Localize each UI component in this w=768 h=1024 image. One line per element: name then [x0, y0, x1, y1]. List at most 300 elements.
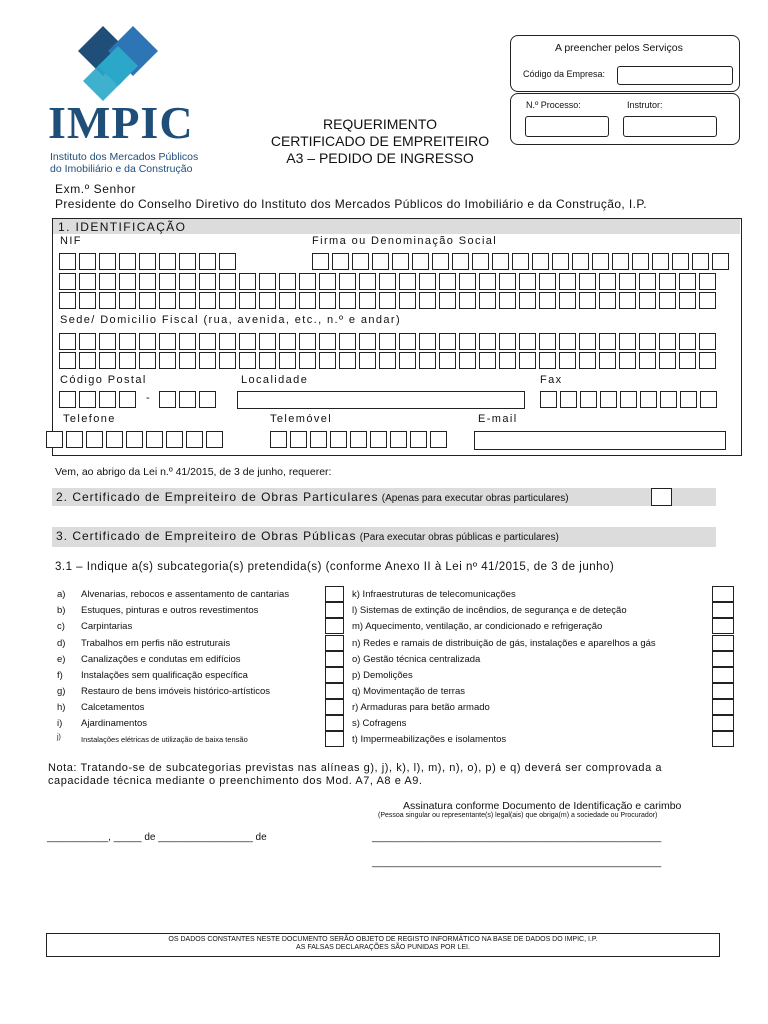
input-cell[interactable] — [519, 333, 536, 350]
input-cell[interactable] — [632, 253, 649, 270]
input-cell[interactable] — [539, 292, 556, 309]
mobile-cells[interactable] — [270, 431, 450, 448]
input-cell[interactable] — [592, 253, 609, 270]
input-cell[interactable] — [579, 333, 596, 350]
subcategory-checkbox[interactable] — [325, 699, 344, 715]
input-cell[interactable] — [259, 273, 276, 290]
section-3-note: (Para executar obras públicas e particulares) — [359, 532, 559, 543]
input-cell[interactable] — [459, 273, 476, 290]
section-3-1-instruction: 3.1 – Indique a(s) subcategoria(s) pretendida(s) (conforme Anexo II à Lei nº 41/2015, de 3 de junho) — [55, 561, 615, 573]
input-cell[interactable] — [539, 352, 556, 369]
subcategory-checkbox[interactable] — [325, 667, 344, 683]
subcategory-label: p) Demolições — [352, 670, 413, 681]
input-cell[interactable] — [390, 431, 407, 448]
input-cell[interactable] — [439, 333, 456, 350]
subcategory-letter: a) — [57, 589, 66, 600]
input-cell[interactable] — [499, 352, 516, 369]
input-cell[interactable] — [310, 431, 327, 448]
input-cell[interactable] — [439, 273, 456, 290]
input-cell[interactable] — [166, 431, 183, 448]
subcategory-checkbox[interactable] — [325, 683, 344, 699]
subcategory-letter: d) — [57, 638, 66, 649]
date-line[interactable]: ___________, _____ de _________________ de — [47, 832, 267, 843]
subcategory-checkbox[interactable] — [712, 602, 734, 618]
input-cell[interactable] — [259, 292, 276, 309]
input-cell[interactable] — [679, 273, 696, 290]
subcategory-label: s) Cofragens — [352, 718, 407, 729]
section-2-note: (Apenas para executar obras particulares) — [381, 493, 569, 504]
input-cell[interactable] — [539, 333, 556, 350]
input-cell[interactable] — [600, 391, 617, 408]
subcategory-label: m) Aquecimento, ventilação, ar condicionado e refrigeração — [352, 621, 603, 632]
input-cell[interactable] — [259, 352, 276, 369]
input-cell[interactable] — [159, 352, 176, 369]
nif-cells[interactable] — [59, 253, 239, 270]
subcategory-letter: b) — [57, 605, 66, 616]
subcategory-letter: i) — [57, 718, 63, 729]
input-cell[interactable] — [339, 352, 356, 369]
input-cell[interactable] — [419, 292, 436, 309]
input-cell[interactable] — [59, 273, 76, 290]
instructor-field[interactable] — [623, 116, 717, 137]
input-cell[interactable] — [339, 292, 356, 309]
input-cell[interactable] — [579, 352, 596, 369]
subcategory-checkbox[interactable] — [712, 635, 734, 651]
input-cell[interactable] — [359, 352, 376, 369]
input-cell[interactable] — [559, 273, 576, 290]
input-cell[interactable] — [259, 333, 276, 350]
subcategory-letter: c) — [57, 621, 65, 632]
input-cell[interactable] — [620, 391, 637, 408]
input-cell[interactable] — [459, 333, 476, 350]
input-cell[interactable] — [612, 253, 629, 270]
input-cell[interactable] — [299, 333, 316, 350]
input-cell[interactable] — [199, 352, 216, 369]
input-cell[interactable] — [452, 253, 469, 270]
footer-line-1: OS DADOS CONSTANTES NESTE DOCUMENTO SERÃO OBJETO DE REGISTO INFORMÁTICO NA BASE DE DADOS DO IMPIC, I.P. — [168, 936, 598, 943]
input-cell[interactable] — [379, 292, 396, 309]
postal-code-label: Código Postal — [60, 374, 147, 386]
input-cell[interactable] — [79, 253, 96, 270]
subcategory-checkbox[interactable] — [712, 651, 734, 667]
law-reference: Vem, ao abrigo da Lei n.º 41/2015, de 3 de junho, requerer: — [55, 466, 332, 478]
address-cells-row-2[interactable] — [59, 352, 719, 369]
input-cell[interactable] — [372, 253, 389, 270]
input-cell[interactable] — [179, 352, 196, 369]
input-cell[interactable] — [579, 273, 596, 290]
input-cell[interactable] — [239, 333, 256, 350]
input-cell[interactable] — [559, 333, 576, 350]
signature-line-1[interactable]: ____________________________________________________ — [372, 832, 662, 843]
postal-dash: - — [146, 392, 150, 404]
input-cell[interactable] — [619, 333, 636, 350]
subcategory-label: k) Infraestruturas de telecomunicações — [352, 589, 516, 600]
subcategory-checkbox[interactable] — [712, 683, 734, 699]
input-cell[interactable] — [672, 253, 689, 270]
input-cell[interactable] — [430, 431, 447, 448]
input-cell[interactable] — [432, 253, 449, 270]
input-cell[interactable] — [66, 431, 83, 448]
input-cell[interactable] — [639, 273, 656, 290]
section-3-heading: 3. Certificado de Empreiteiro de Obras Públicas — [56, 529, 357, 543]
subcategory-letter: j) — [57, 734, 61, 741]
input-cell[interactable] — [290, 431, 307, 448]
input-cell[interactable] — [330, 431, 347, 448]
input-cell[interactable] — [659, 273, 676, 290]
input-cell[interactable] — [86, 431, 103, 448]
input-cell[interactable] — [680, 391, 697, 408]
postal-code-cells-2[interactable] — [159, 391, 219, 408]
nif-label: NIF — [60, 235, 82, 247]
input-cell[interactable] — [679, 352, 696, 369]
input-cell[interactable] — [700, 391, 717, 408]
input-cell[interactable] — [279, 273, 296, 290]
input-cell[interactable] — [46, 431, 63, 448]
subcategory-checkbox[interactable] — [325, 586, 344, 602]
process-number-field[interactable] — [525, 116, 609, 137]
input-cell[interactable] — [106, 431, 123, 448]
input-cell[interactable] — [519, 273, 536, 290]
input-cell[interactable] — [552, 253, 569, 270]
mobile-label: Telemóvel — [270, 413, 333, 425]
subcategory-checkbox[interactable] — [325, 635, 344, 651]
input-cell[interactable] — [639, 292, 656, 309]
input-cell[interactable] — [119, 391, 136, 408]
subcategory-label: Estuques, pinturas e outros revestimentos — [81, 605, 259, 616]
input-cell[interactable] — [270, 431, 287, 448]
input-cell[interactable] — [79, 352, 96, 369]
input-cell[interactable] — [159, 292, 176, 309]
input-cell[interactable] — [359, 333, 376, 350]
input-cell[interactable] — [179, 292, 196, 309]
input-cell[interactable] — [219, 253, 236, 270]
input-cell[interactable] — [119, 273, 136, 290]
document-title — [240, 116, 520, 167]
input-cell[interactable] — [660, 391, 677, 408]
input-cell[interactable] — [399, 333, 416, 350]
input-cell[interactable] — [119, 352, 136, 369]
fax-cells[interactable] — [540, 391, 720, 408]
input-cell[interactable] — [539, 273, 556, 290]
input-cell[interactable] — [512, 253, 529, 270]
input-cell[interactable] — [59, 352, 76, 369]
logo-diamond-icon — [48, 24, 218, 104]
input-cell[interactable] — [339, 273, 356, 290]
input-cell[interactable] — [146, 431, 163, 448]
input-cell[interactable] — [659, 292, 676, 309]
input-cell[interactable] — [139, 352, 156, 369]
section-2-title — [56, 490, 569, 504]
input-cell[interactable] — [640, 391, 657, 408]
recipient: Presidente do Conselho Diretivo do Instituto dos Mercados Públicos do Imobiliário e da Construção, I.P. — [55, 197, 647, 211]
input-cell[interactable] — [370, 431, 387, 448]
input-cell[interactable] — [540, 391, 557, 408]
address-label: Sede/ Domicilio Fiscal (rua, avenida, etc., n.º e andar) — [60, 314, 402, 326]
subcategory-letter: f) — [57, 670, 63, 681]
input-cell[interactable] — [699, 273, 716, 290]
input-cell[interactable] — [379, 273, 396, 290]
input-cell[interactable] — [392, 253, 409, 270]
input-cell[interactable] — [599, 333, 616, 350]
input-cell[interactable] — [59, 292, 76, 309]
signature-line-2[interactable]: ____________________________________________________ — [372, 857, 662, 868]
firm-cells-row-2[interactable] — [59, 273, 719, 290]
input-cell[interactable] — [319, 273, 336, 290]
input-cell[interactable] — [459, 352, 476, 369]
input-cell[interactable] — [199, 333, 216, 350]
input-cell[interactable] — [99, 391, 116, 408]
input-cell[interactable] — [580, 391, 597, 408]
subcategory-checkbox[interactable] — [325, 731, 344, 747]
input-cell[interactable] — [419, 273, 436, 290]
postal-code-cells-1[interactable] — [59, 391, 139, 408]
subcategory-label: n) Redes e ramais de distribuição de gás, instalações e aparelhos a gás — [352, 638, 656, 649]
input-cell[interactable] — [410, 431, 427, 448]
note-line-2: capacidade técnica mediante o preenchimento dos Mod. A7, A8 e A9. — [48, 775, 423, 787]
input-cell[interactable] — [299, 352, 316, 369]
subcategory-label: q) Movimentação de terras — [352, 686, 465, 697]
input-cell[interactable] — [239, 273, 256, 290]
input-cell[interactable] — [399, 352, 416, 369]
input-cell[interactable] — [479, 273, 496, 290]
input-cell[interactable] — [139, 333, 156, 350]
subcategory-checkbox[interactable] — [325, 715, 344, 731]
input-cell[interactable] — [399, 273, 416, 290]
subcategory-label: Trabalhos em perfis não estruturais — [81, 638, 231, 649]
input-cell[interactable] — [692, 253, 709, 270]
input-cell[interactable] — [219, 292, 236, 309]
input-cell[interactable] — [479, 333, 496, 350]
input-cell[interactable] — [126, 431, 143, 448]
subcategory-checkbox[interactable] — [712, 699, 734, 715]
impic-logo — [48, 24, 218, 174]
input-cell[interactable] — [579, 292, 596, 309]
subcategory-label: Instalações sem qualificação específica — [81, 670, 248, 681]
subcategory-letter: g) — [57, 686, 66, 697]
input-cell[interactable] — [559, 352, 576, 369]
input-cell[interactable] — [412, 253, 429, 270]
title-line-3: A3 – PEDIDO DE INGRESSO — [286, 150, 474, 166]
input-cell[interactable] — [219, 352, 236, 369]
input-cell[interactable] — [599, 273, 616, 290]
input-cell[interactable] — [139, 292, 156, 309]
input-cell[interactable] — [699, 333, 716, 350]
fax-label: Fax — [540, 374, 563, 386]
input-cell[interactable] — [652, 253, 669, 270]
input-cell[interactable] — [679, 292, 696, 309]
input-cell[interactable] — [699, 292, 716, 309]
input-cell[interactable] — [79, 292, 96, 309]
input-cell[interactable] — [179, 333, 196, 350]
input-cell[interactable] — [499, 333, 516, 350]
input-cell[interactable] — [239, 352, 256, 369]
input-cell[interactable] — [350, 431, 367, 448]
input-cell[interactable] — [312, 253, 329, 270]
input-cell[interactable] — [79, 391, 96, 408]
company-code-label: Código da Empresa: — [523, 69, 606, 79]
input-cell[interactable] — [99, 292, 116, 309]
signature-subtitle: (Pessoa singular ou representante(s) legal(ais) que obriga(m) a sociedade ou Procurador) — [378, 812, 658, 819]
firm-label: Firma ou Denominação Social — [312, 235, 498, 247]
subcategory-label: Calcetamentos — [81, 702, 145, 713]
input-cell[interactable] — [206, 431, 223, 448]
locality-label: Localidade — [241, 374, 309, 386]
input-cell[interactable] — [699, 352, 716, 369]
subcategory-checkbox[interactable] — [325, 651, 344, 667]
input-cell[interactable] — [472, 253, 489, 270]
input-cell[interactable] — [199, 391, 216, 408]
input-cell[interactable] — [99, 333, 116, 350]
input-cell[interactable] — [199, 292, 216, 309]
input-cell[interactable] — [159, 273, 176, 290]
footer-line-2: AS FALSAS DECLARAÇÕES SÃO PUNIDAS POR LEI. — [296, 944, 470, 951]
input-cell[interactable] — [559, 292, 576, 309]
input-cell[interactable] — [419, 333, 436, 350]
input-cell[interactable] — [332, 253, 349, 270]
input-cell[interactable] — [159, 391, 176, 408]
input-cell[interactable] — [419, 352, 436, 369]
subcategory-checkbox[interactable] — [325, 618, 344, 634]
input-cell[interactable] — [199, 253, 216, 270]
subcategory-label: Canalizações e condutas em edifícios — [81, 654, 241, 665]
subcategory-letter: h) — [57, 702, 66, 713]
input-cell[interactable] — [139, 253, 156, 270]
input-cell[interactable] — [219, 333, 236, 350]
input-cell[interactable] — [379, 352, 396, 369]
input-cell[interactable] — [619, 273, 636, 290]
input-cell[interactable] — [119, 333, 136, 350]
subcategory-label: l) Sistemas de extinção de incêndios, de segurança e de deteção — [352, 605, 627, 616]
identification-heading: 1. IDENTIFICAÇÃO — [58, 220, 187, 234]
input-cell[interactable] — [352, 253, 369, 270]
input-cell[interactable] — [199, 273, 216, 290]
input-cell[interactable] — [572, 253, 589, 270]
input-cell[interactable] — [119, 253, 136, 270]
firm-cells-row-3[interactable] — [59, 292, 719, 309]
input-cell[interactable] — [359, 292, 376, 309]
instructor-label: Instrutor: — [627, 100, 663, 110]
input-cell[interactable] — [59, 333, 76, 350]
services-heading: A preencher pelos Serviços — [555, 42, 683, 54]
input-cell[interactable] — [439, 352, 456, 369]
input-cell[interactable] — [619, 292, 636, 309]
subcategory-checkbox[interactable] — [712, 667, 734, 683]
input-cell[interactable] — [186, 431, 203, 448]
input-cell[interactable] — [499, 273, 516, 290]
input-cell[interactable] — [712, 253, 729, 270]
input-cell[interactable] — [359, 273, 376, 290]
email-label: E-mail — [478, 413, 518, 425]
subcategory-checkbox[interactable] — [712, 618, 734, 634]
subcategory-label: Alvenarias, rebocos e assentamento de cantarias — [81, 589, 290, 600]
input-cell[interactable] — [79, 273, 96, 290]
input-cell[interactable] — [479, 292, 496, 309]
input-cell[interactable] — [492, 253, 509, 270]
subcategory-label: r) Armaduras para betão armado — [352, 702, 490, 713]
input-cell[interactable] — [179, 253, 196, 270]
subcategory-checkbox[interactable] — [712, 586, 734, 602]
firm-cells-row-1[interactable] — [312, 253, 732, 270]
input-cell[interactable] — [379, 333, 396, 350]
input-cell[interactable] — [479, 352, 496, 369]
input-cell[interactable] — [139, 273, 156, 290]
subcategory-checkbox[interactable] — [325, 602, 344, 618]
input-cell[interactable] — [219, 273, 236, 290]
input-cell[interactable] — [659, 352, 676, 369]
input-cell[interactable] — [59, 391, 76, 408]
input-cell[interactable] — [319, 292, 336, 309]
address-cells-row-1[interactable] — [59, 333, 719, 350]
signature-title: Assinatura conforme Documento de Identificação e carimbo — [403, 800, 682, 812]
input-cell[interactable] — [599, 292, 616, 309]
input-cell[interactable] — [319, 352, 336, 369]
input-cell[interactable] — [59, 253, 76, 270]
subcategory-label: Instalações elétricas de utilização de baixa tensão — [81, 735, 248, 744]
input-cell[interactable] — [99, 273, 116, 290]
phone-label: Telefone — [63, 413, 116, 425]
input-cell[interactable] — [679, 333, 696, 350]
subcategory-label: t) Impermeabilizações e isolamentos — [352, 734, 507, 745]
input-cell[interactable] — [279, 292, 296, 309]
input-cell[interactable] — [399, 292, 416, 309]
section-2-checkbox[interactable] — [651, 488, 672, 506]
input-cell[interactable] — [519, 352, 536, 369]
input-cell[interactable] — [459, 292, 476, 309]
input-cell[interactable] — [439, 292, 456, 309]
input-cell[interactable] — [599, 352, 616, 369]
input-cell[interactable] — [319, 333, 336, 350]
input-cell[interactable] — [659, 333, 676, 350]
input-cell[interactable] — [639, 352, 656, 369]
input-cell[interactable] — [639, 333, 656, 350]
legal-footer — [46, 933, 720, 957]
input-cell[interactable] — [179, 273, 196, 290]
input-cell[interactable] — [499, 292, 516, 309]
input-cell[interactable] — [279, 352, 296, 369]
input-cell[interactable] — [159, 253, 176, 270]
subcategory-label: Restauro de bens imóveis histórico-artísticos — [81, 686, 271, 697]
phone-cells[interactable] — [46, 431, 226, 448]
input-cell[interactable] — [99, 352, 116, 369]
input-cell[interactable] — [119, 292, 136, 309]
subcategory-label: Ajardinamentos — [81, 718, 148, 729]
locality-field[interactable] — [237, 391, 525, 409]
logo-subtitle-2: do Imobiliário e da Construção — [50, 163, 193, 175]
input-cell[interactable] — [532, 253, 549, 270]
subcategory-checkbox[interactable] — [712, 731, 734, 747]
input-cell[interactable] — [159, 333, 176, 350]
input-cell[interactable] — [339, 333, 356, 350]
title-line-1: REQUERIMENTO — [322, 116, 438, 132]
input-cell[interactable] — [79, 333, 96, 350]
email-field[interactable] — [474, 431, 726, 450]
subcategory-label: o) Gestão técnica centralizada — [352, 654, 481, 665]
input-cell[interactable] — [560, 391, 577, 408]
input-cell[interactable] — [179, 391, 196, 408]
section-3-title — [56, 529, 559, 543]
subcategory-checkbox[interactable] — [712, 715, 734, 731]
input-cell[interactable] — [619, 352, 636, 369]
subcategory-label: Carpintarias — [81, 621, 133, 632]
input-cell[interactable] — [279, 333, 296, 350]
input-cell[interactable] — [299, 273, 316, 290]
company-code-field[interactable] — [617, 66, 733, 85]
input-cell[interactable] — [99, 253, 116, 270]
process-label: N.º Processo: — [526, 100, 581, 110]
input-cell[interactable] — [519, 292, 536, 309]
input-cell[interactable] — [299, 292, 316, 309]
input-cell[interactable] — [239, 292, 256, 309]
